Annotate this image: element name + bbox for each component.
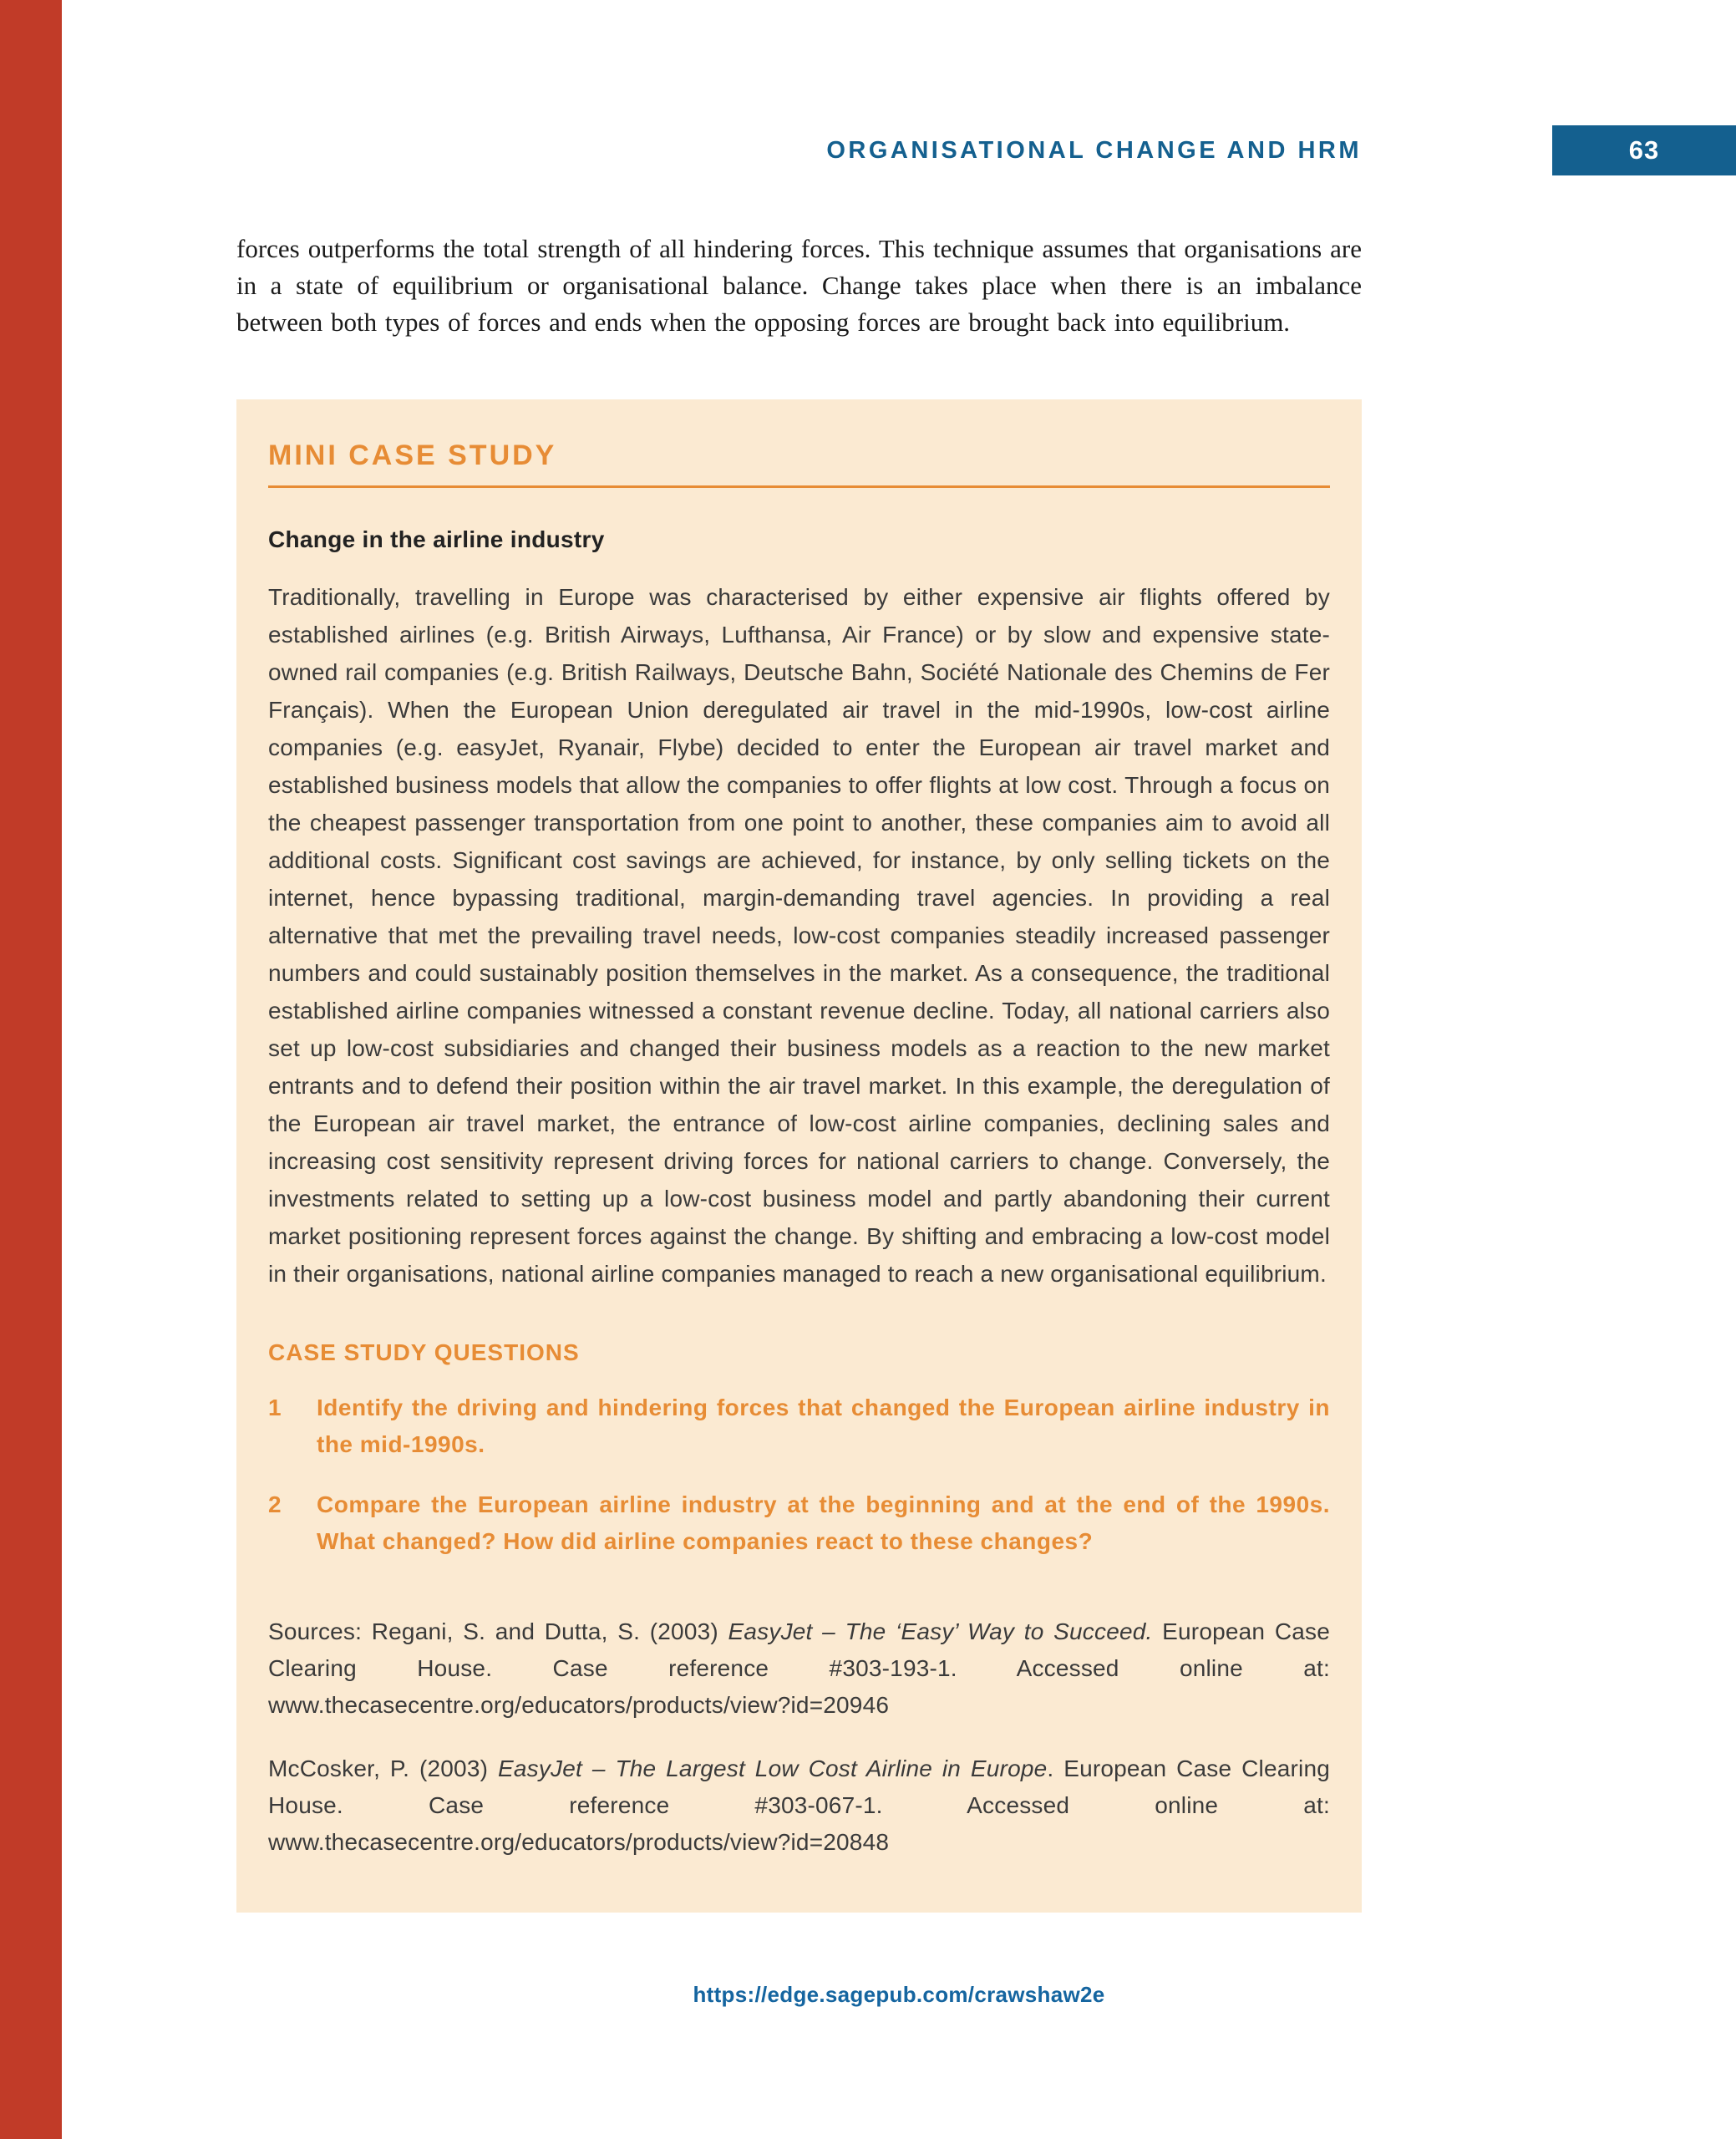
source-paragraph — [268, 1613, 1330, 1724]
case-study-title: Change in the airline industry — [268, 526, 605, 552]
source-prefix: McCosker, P. (2003) — [268, 1755, 498, 1781]
case-study-questions-heading: CASE STUDY QUESTIONS — [268, 1339, 580, 1365]
source-title-italic: EasyJet – The ‘Easy’ Way to Succeed. — [728, 1618, 1153, 1644]
page-number-badge: 63 — [1552, 125, 1736, 175]
source-suffix: European Case Clearing House. Case reference #303-193-1. Accessed online at: www.thecasecentre.org/educators/products/view?id=20946 — [268, 1618, 1330, 1718]
running-head-title: ORGANISATIONAL CHANGE AND HRM — [826, 137, 1362, 164]
question-number: 2 — [268, 1491, 282, 1517]
source-title-italic: EasyJet – The Largest Low Cost Airline in Europe — [497, 1755, 1048, 1781]
source-paragraph — [268, 1750, 1330, 1861]
case-study-rule — [268, 485, 1330, 488]
page-header — [236, 125, 1736, 175]
source-prefix: Sources: Regani, S. and Dutta, S. (2003) — [268, 1618, 728, 1644]
spine-bar — [0, 0, 62, 2139]
mini-case-study-box — [236, 399, 1362, 1913]
question-item — [268, 1486, 1330, 1560]
question-item — [268, 1390, 1330, 1463]
question-number: 1 — [268, 1395, 282, 1420]
page-content — [236, 231, 1362, 1913]
intro-paragraph: forces outperforms the total strength of all hindering forces. This technique assumes that organisations are in a state of equilibrium or organisational balance. Change takes place when there is an imbalance between both types of forces and ends when the opposing forces are brought back into equilibrium. — [236, 234, 1362, 337]
source-suffix: . European Case Clearing House. Case reference #303-067-1. Accessed online at: www.thecasecentre.org/educators/products/view?id=20848 — [268, 1755, 1330, 1855]
question-text: Identify the driving and hindering forces that changed the European airline industry in the mid-1990s. — [317, 1395, 1330, 1457]
case-study-body: Traditionally, travelling in Europe was characterised by either expensive air flights offered by established airlines (e.g. British Airways, Lufthansa, Air France) or by slow and expensive state-owned rail companies (e.g. British Railways, Deutsche Bahn, Société Nationale des Chemins de Fer Français). When the European Union deregulated air travel in the mid-1990s, low-cost airline companies (e.g. easyJet, Ryanair, Flybe) decided to enter the European air travel market and established business models that allow the companies to offer flights at low cost. Through a focus on the cheapest passenger transportation from one point to another, these companies aim to avoid all additional costs. Significant cost savings are achieved, for instance, by only selling tickets on the internet, hence bypassing traditional, margin-demanding travel agencies. In providing a real alternative that met the prevailing travel needs, low-cost companies steadily increased passenger numbers and could sustainably position themselves in the market. As a consequence, the traditional established airline companies witnessed a constant revenue decline. Today, all national carriers also set up low-cost subsidiaries and changed their business models as a reaction to the new market entrants and to defend their position within the air travel market. In this example, the deregulation of the European air travel market, the entrance of low-cost airline companies, declining sales and increasing cost sensitivity represent driving forces for national carriers to change. Conversely, the investments related to setting up a low-cost business model and partly abandoning their current market positioning represent forces against the change. By shifting and embracing a low-cost model in their organisations, national airline companies managed to reach a new organisational equilibrium. — [268, 584, 1330, 1287]
page-footer — [62, 1982, 1736, 2008]
question-text: Compare the European airline industry at the beginning and at the end of the 1990s. What changed? How did airline companies react to these changes? — [317, 1491, 1330, 1554]
case-study-label: MINI CASE STUDY — [268, 439, 557, 471]
footer-url-link[interactable]: https://edge.sagepub.com/crawshaw2e — [693, 1982, 1105, 2007]
